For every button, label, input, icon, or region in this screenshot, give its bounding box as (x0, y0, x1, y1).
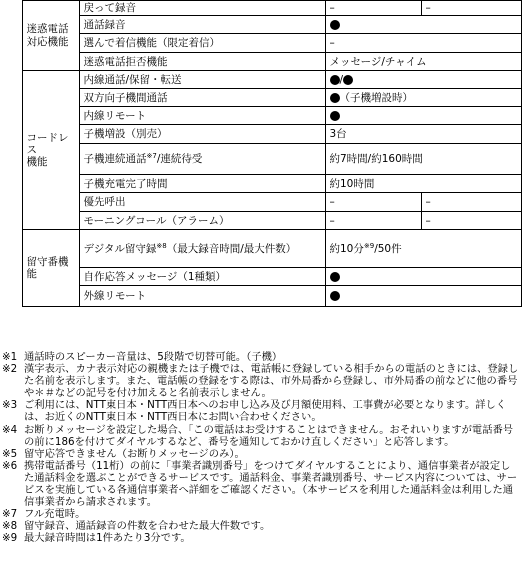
footnote-mark: ※9 (2, 532, 18, 545)
feature-value (325, 34, 521, 53)
spec-row (0, 268, 521, 286)
footnote (2, 448, 520, 460)
value-text: メッセージ/チャイム (329, 55, 427, 68)
feature-label (79, 107, 325, 125)
filled-dot (330, 291, 340, 301)
footnotes (2, 351, 520, 545)
filled-dot (330, 75, 340, 85)
feature-label (79, 212, 325, 230)
left-margin (0, 193, 22, 212)
left-margin (0, 89, 22, 107)
feature-value (325, 193, 421, 212)
left-margin (0, 175, 22, 193)
value-text: 3台 (329, 128, 347, 141)
feature-label (79, 286, 325, 307)
value-text: – (425, 196, 431, 209)
spec-row (0, 71, 521, 89)
footnote-text: 漢字表示、カナ表示対応の親機または子機では、電話帳に登録している相手からの電話のときには、登録した名前を表示します。また、電話帳の登録をする際は、市外局番から登録し、市外局番の前などに他の番号や＊＃などの記号を付け加えると名前表示しません。 (24, 363, 519, 400)
feature-name: 選んで着信機能（限定着信） (83, 37, 220, 50)
feature-label (79, 193, 325, 212)
footnote (2, 351, 520, 363)
left-margin (0, 230, 22, 268)
footnote (2, 460, 520, 508)
footnote-text: ご利用には、NTT東日本・NTT西日本へのお申し込み及び月額使用料、工事費が必要となります。詳しくは、お近くのNTT東日本・NTT西日本にお問い合わせください。 (24, 399, 507, 424)
footnote-text: フル充電時。 (24, 508, 86, 521)
feature-name: 通話録音 (83, 18, 126, 31)
left-margin (0, 71, 22, 89)
feature-label (79, 125, 325, 144)
feature-label (79, 16, 325, 34)
left-margin (0, 53, 22, 71)
feature-label (79, 144, 325, 175)
footnote-mark: ※6 (2, 459, 18, 472)
footnote-mark: ※7 (2, 508, 18, 521)
footnote-text: 留守応答できません（お断りメッセージのみ）。 (24, 447, 245, 460)
feature-value (325, 212, 421, 230)
left-margin (0, 107, 22, 125)
filled-dot (343, 75, 353, 85)
feature-value (421, 193, 521, 212)
feature-value (325, 1, 421, 16)
feature-value (325, 286, 521, 307)
feature-value (325, 89, 521, 107)
feature-value (325, 107, 521, 125)
left-margin (0, 212, 22, 230)
spec-row (0, 107, 521, 125)
value-text: – (425, 214, 431, 227)
category-label: 留守番機 能 (22, 230, 79, 307)
feature-name: 子機連続通話 (83, 153, 147, 166)
spec-row (0, 16, 521, 34)
feature-value (325, 125, 521, 144)
footnote-text: お断りメッセージを設定した場合、「この電話はお受けすることはできません。おそれいりますが電話番号の前に186を付けてダイヤルするなど、番号を通知しておかけ直しください」と応答します。 (24, 423, 514, 448)
feature-name: 子機増設（別売） (83, 128, 168, 141)
feature-label (79, 53, 325, 71)
spec-row (0, 212, 521, 230)
value-text: – (329, 2, 335, 14)
feature-label (79, 230, 325, 268)
feature-name: 迷惑電話拒否機能 (83, 55, 168, 68)
feature-label (79, 34, 325, 53)
footnote-mark: ※3 (2, 399, 18, 412)
footnote-text: 最大録音時間は1件あたり3分です。 (24, 532, 191, 545)
separator: / (339, 73, 344, 86)
feature-value (325, 71, 521, 89)
feature-label (79, 71, 325, 89)
feature-name: 子機充電完了時間 (83, 177, 168, 190)
feature-name: 双方向子機間通話 (83, 91, 168, 104)
spec-row (0, 144, 521, 175)
footnote (2, 424, 520, 448)
left-margin (0, 286, 22, 307)
footnote-mark: ※2 (2, 363, 18, 376)
spec-row (0, 175, 521, 193)
feature-name: デジタル留守録 (83, 242, 157, 255)
value-text: – (329, 37, 335, 50)
footnote (2, 520, 520, 532)
spec-row (0, 193, 521, 212)
feature-name: 優先呼出 (83, 196, 126, 209)
footnote-text: 通話時のスピーカー音量は、5段階で切替可能。（子機） (24, 351, 283, 363)
feature-value (325, 230, 521, 268)
footnote-mark: ※1 (2, 351, 18, 363)
feature-name: 戻って録音 (83, 2, 136, 14)
value-text: – (329, 196, 335, 209)
filled-dot (330, 272, 340, 282)
footnote (2, 532, 520, 544)
spec-row (0, 125, 521, 144)
feature-name: 外線リモート (83, 290, 147, 303)
feature-label (79, 1, 325, 16)
spec-row (0, 1, 521, 16)
left-margin (0, 144, 22, 175)
left-margin (0, 125, 22, 144)
filled-dot (330, 93, 340, 103)
footnote-ref: ※9 (363, 241, 375, 250)
feature-value (325, 16, 521, 34)
value-text: – (425, 2, 431, 14)
feature-suffix: （最大録音時間/最大件数） (166, 242, 297, 255)
category-label: コードレス 機能 (22, 71, 79, 230)
footnote (2, 363, 520, 399)
spec-row (0, 34, 521, 53)
left-margin (0, 34, 22, 53)
footnote-text: 留守録音、通話録音の件数を合わせた最大件数です。 (24, 520, 271, 533)
feature-value (421, 1, 521, 16)
feature-value (325, 53, 521, 71)
feature-name: 内線リモート (83, 109, 147, 122)
feature-label (79, 89, 325, 107)
left-margin (0, 1, 22, 16)
feature-value (325, 144, 521, 175)
spec-row (0, 286, 521, 307)
feature-value (325, 175, 521, 193)
feature-label (79, 268, 325, 286)
filled-dot (330, 20, 340, 30)
footnote-ref: ※7 (146, 152, 157, 161)
value-text: – (329, 214, 335, 227)
footnote-mark: ※8 (2, 520, 18, 533)
feature-name: モーニングコール（アラーム） (83, 214, 230, 227)
left-margin (0, 268, 22, 286)
footnote-mark: ※4 (2, 423, 18, 436)
footnote-text: 携帯電話番号（11桁）の前に「事業者識別番号」をつけてダイヤルすることにより、通信事業者が設定した通話料金を選ぶことができるサービスです。通話料金、事業者識別番号、サービス内容については、サービスを実施している各通信事業者へ詳細をご確認ください。（本サービスを利用した通話料金は利用した通信事業者から請求されます。 (24, 459, 518, 509)
value-text: （子機増設時） (339, 91, 413, 104)
spec-row (0, 53, 521, 71)
value-text: 約10分 (329, 242, 364, 255)
feature-name: 内線通話/保留・転送 (83, 73, 182, 86)
footnote (2, 508, 520, 520)
feature-suffix: /連続待受 (156, 153, 203, 166)
value-suffix: /50件 (374, 242, 402, 255)
feature-label (79, 175, 325, 193)
filled-dot (330, 111, 340, 121)
category-label: 迷惑電話 対応機能 (22, 1, 79, 71)
feature-value (325, 268, 521, 286)
left-margin (0, 16, 22, 34)
footnote (2, 399, 520, 423)
value-text: 約7時間/約160時間 (329, 153, 423, 166)
feature-name: 自作応答メッセージ（1種類） (83, 270, 227, 283)
footnote-ref: ※8 (156, 241, 167, 250)
spec-row (0, 89, 521, 107)
value-text: 約10時間 (329, 177, 375, 190)
feature-value (421, 212, 521, 230)
footnote-mark: ※5 (2, 447, 18, 460)
spec-row (0, 230, 521, 268)
